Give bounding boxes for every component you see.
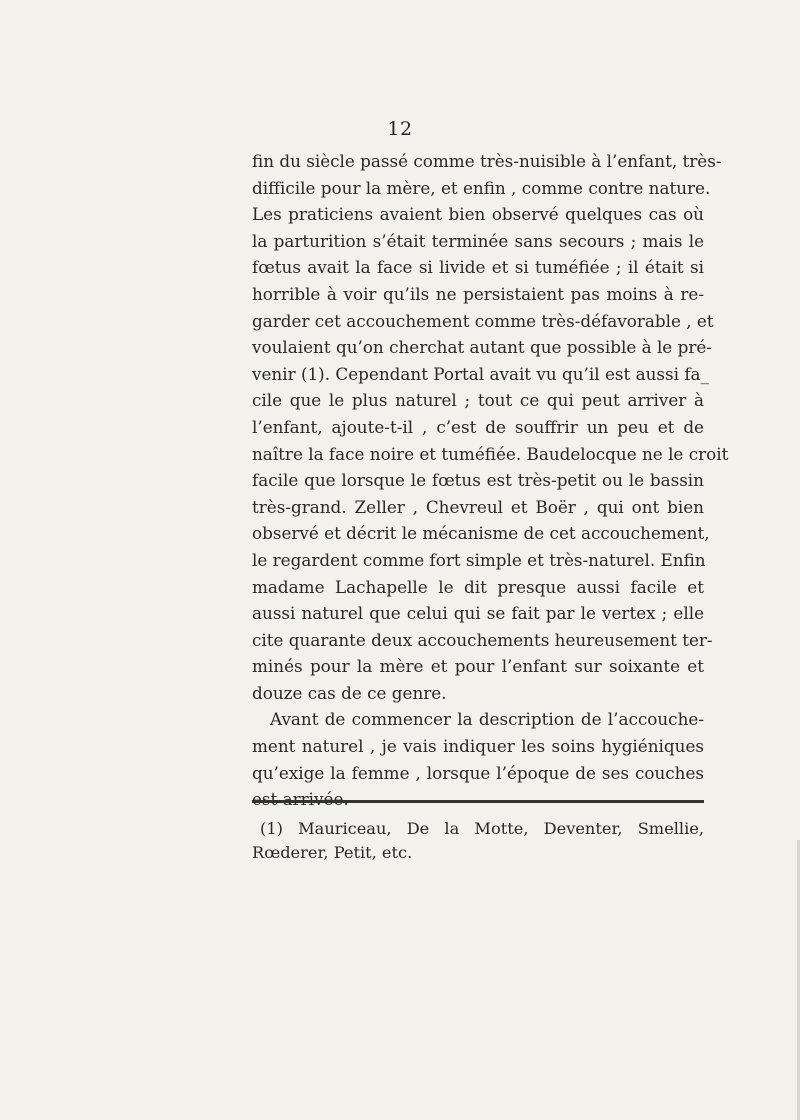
text-line: observé et décrit le mécanisme de cet accouchement, bbox=[252, 523, 710, 544]
paragraph-2 bbox=[252, 706, 704, 812]
text-line: Avant de commencer la description de l’accouche- bbox=[270, 709, 704, 730]
text-line: fin du siècle passé comme très-nuisible à l’enfant, très- bbox=[252, 151, 722, 171]
text-line: aussi naturel que celui qui se fait par le vertex ; elle bbox=[252, 603, 704, 624]
text-line: ment naturel , je vais indiquer les soins hygiéniques bbox=[252, 736, 704, 757]
text-line: minés pour la mère et pour l’enfant sur soixante et bbox=[252, 656, 704, 677]
text-line: horrible à voir qu’ils ne persistaient pas moins à re- bbox=[252, 283, 704, 304]
page-number: 12 bbox=[387, 118, 413, 140]
text-line: est arrivée. bbox=[252, 789, 349, 810]
text-line: Les praticiens avaient bien observé quelques cas où bbox=[252, 204, 704, 225]
footnote-line: (1) Mauriceau, De la Motte, Deventer, Smellie, bbox=[260, 819, 704, 838]
text-line: venir (1). Cependant Portal avait vu qu’il est aussi fa_ bbox=[252, 363, 709, 384]
footnote-line: Rœderer, Petit, etc. bbox=[252, 843, 413, 862]
text-line: très-grand. Zeller , Chevreul et Boër , qui ont bien bbox=[252, 496, 704, 517]
text-line: fœtus avait la face si livide et si tuméfiée ; il était si bbox=[252, 257, 704, 278]
text-line: naître la face noire et tuméfiée. Baudelocque ne le croit bbox=[252, 443, 729, 464]
text-line: difficile pour la mère, et enfin , comme contre nature. bbox=[252, 177, 711, 198]
text-line: douze cas de ce genre. bbox=[252, 682, 447, 703]
text-line: cile que le plus naturel ; tout ce qui peut arriver à bbox=[252, 390, 704, 411]
paragraph-1 bbox=[252, 148, 729, 706]
text-line: le regardent comme fort simple et très-naturel. Enfin bbox=[252, 549, 706, 570]
body-text bbox=[252, 148, 729, 813]
footnote-divider bbox=[252, 800, 704, 803]
text-line: l’enfant, ajoute-t-il , c’est de souffrir un peu et de bbox=[252, 416, 704, 437]
text-line: la parturition s’était terminée sans secours ; mais le bbox=[252, 230, 704, 251]
text-line: qu’exige la femme , lorsque l’époque de ses couches bbox=[252, 762, 704, 783]
text-line: voulaient qu’on cherchat autant que possible à le pré- bbox=[252, 337, 712, 358]
footnote bbox=[252, 817, 704, 865]
text-line: cite quarante deux accouchements heureusement ter- bbox=[252, 629, 713, 650]
text-line: madame Lachapelle le dit presque aussi facile et bbox=[252, 576, 704, 597]
text-line: facile que lorsque le fœtus est très-petit ou le bassin bbox=[252, 470, 704, 491]
text-line: garder cet accouchement comme très-défavorable , et bbox=[252, 310, 714, 331]
